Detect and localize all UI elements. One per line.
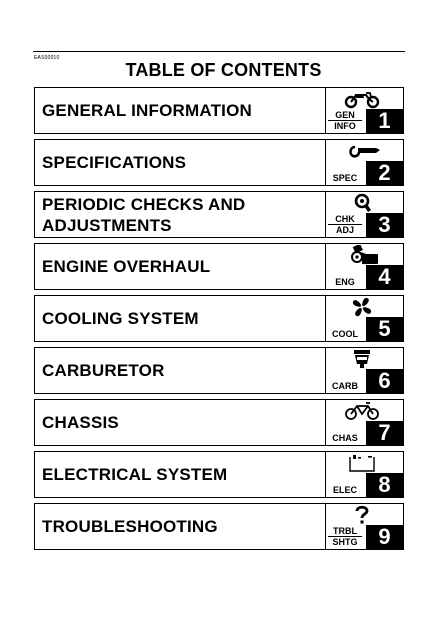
chapter-number: 3 <box>366 213 403 237</box>
chapter-number: 4 <box>366 265 403 289</box>
chapter-tab <box>325 140 403 185</box>
chapter-abbreviation: SPEC <box>332 173 358 183</box>
chapter-number: 7 <box>366 421 403 445</box>
chapter-abbreviation: CHK ADJ <box>328 214 362 235</box>
chapter-abbreviation: COOL <box>332 329 358 339</box>
toc-entry-general-information[interactable] <box>34 87 404 134</box>
toc-entry-cooling-system[interactable] <box>34 295 404 342</box>
chapter-tab <box>325 192 403 237</box>
toc-entry-electrical-system[interactable] <box>34 451 404 498</box>
chapter-number: 6 <box>366 369 403 393</box>
chapter-tab <box>325 452 403 497</box>
chapter-number: 2 <box>366 161 403 185</box>
carburetor-icon <box>342 349 382 369</box>
toc-entry-title: TROUBLESHOOTING <box>42 517 218 536</box>
toc-entry-title: PERIODIC CHECKS AND ADJUSTMENTS <box>42 194 246 235</box>
toc-list <box>34 87 404 555</box>
toc-entry-title: SPECIFICATIONS <box>42 153 187 172</box>
toc-entry-troubleshooting[interactable] <box>34 503 404 550</box>
chapter-number: 8 <box>366 473 403 497</box>
chapter-abbreviation: GEN INFO <box>328 110 362 131</box>
chapter-number: 5 <box>366 317 403 341</box>
chapter-tab <box>325 504 403 549</box>
chapter-tab <box>325 348 403 393</box>
toc-entry-title: CARBURETOR <box>42 361 165 380</box>
bicycle-frame-icon <box>342 401 382 421</box>
top-rule <box>33 51 405 52</box>
toc-entry-title: CHASSIS <box>42 413 119 432</box>
fan-icon <box>342 297 382 317</box>
chapter-abbreviation: ENG <box>335 277 355 287</box>
question-icon <box>342 505 382 525</box>
chapter-number: 1 <box>366 109 403 133</box>
toc-entry-title: ELECTRICAL SYSTEM <box>42 465 228 484</box>
chapter-tab <box>325 244 403 289</box>
chapter-abbreviation: ELEC <box>332 485 357 495</box>
chapter-abbreviation: TRBL SHTG <box>328 526 362 547</box>
toc-entry-title: COOLING SYSTEM <box>42 309 199 328</box>
motorcycle-icon <box>342 89 382 109</box>
toc-entry-carburetor[interactable] <box>34 347 404 394</box>
page-title: TABLE OF CONTENTS <box>125 60 322 80</box>
adjust-wrench-icon <box>342 193 382 213</box>
chapter-tab <box>325 400 403 445</box>
engine-icon <box>342 245 382 265</box>
toc-entry-chassis[interactable] <box>34 399 404 446</box>
toc-entry-specifications[interactable] <box>34 139 404 186</box>
document-code: EAS00010 <box>34 55 60 61</box>
toc-entry-engine-overhaul[interactable] <box>34 243 404 290</box>
chapter-abbreviation: CHAS <box>332 433 358 443</box>
toc-entry-periodic-checks-and-adjustments[interactable] <box>34 191 404 238</box>
chapter-tab <box>325 88 403 133</box>
wrench-icon <box>342 141 382 161</box>
toc-entry-title: GENERAL INFORMATION <box>42 101 252 120</box>
chapter-number: 9 <box>366 525 403 549</box>
toc-entry-title: ENGINE OVERHAUL <box>42 257 211 276</box>
chapter-tab <box>325 296 403 341</box>
chapter-abbreviation: CARB <box>332 381 358 391</box>
battery-icon <box>342 453 382 473</box>
